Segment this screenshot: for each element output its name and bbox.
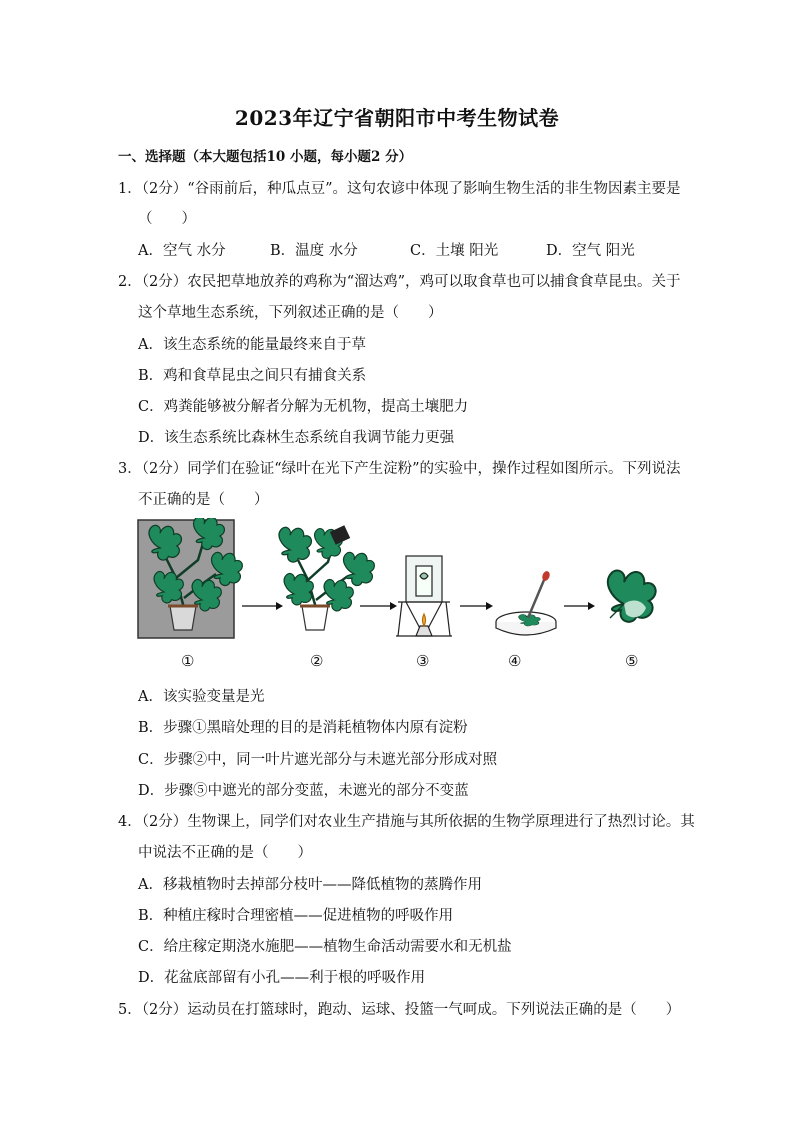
q2-stem-line2: 这个草地生态系统，下列叙述正确的是（ ） bbox=[138, 305, 443, 321]
q1-option-d: D．空气 阳光 bbox=[546, 243, 635, 259]
figure-label-1: ① bbox=[181, 652, 195, 670]
arrow-1 bbox=[242, 602, 283, 610]
q3-option-a: A．该实验变量是光 bbox=[138, 689, 265, 705]
section-heading: 一、选择题（本大题包括10 小题，每小题2 分） bbox=[118, 149, 413, 165]
q4-option-c: C．给庄稼定期浇水施肥——植物生命活动需要水和无机盐 bbox=[138, 939, 512, 955]
q3-stem-line2: 不正确的是（ ） bbox=[138, 492, 269, 508]
step1-dark-plant bbox=[138, 518, 242, 638]
figure-label-5: ⑤ bbox=[625, 652, 639, 670]
q5-stem-line1: 5．（2分）运动员在打篮球时，跑动、运球、投篮一气呵成。下列说法正确的是（ ） bbox=[118, 1002, 681, 1018]
q3-option-c: C．步骤②中，同一叶片遮光部分与未遮光部分形成对照 bbox=[138, 752, 498, 768]
q2-option-a: A．该生态系统的能量最终来自于草 bbox=[138, 337, 366, 353]
q4-stem-line2: 中说法不正确的是（ ） bbox=[138, 845, 312, 861]
q3-stem-line1: 3．（2分）同学们在验证“绿叶在光下产生淀粉”的实验中，操作过程如图所示。下列说法 bbox=[118, 461, 681, 477]
q4-stem-line1: 4．（2分）生物课上，同学们对农业生产措施与其所依据的生物学原理进行了热烈讨论。其 bbox=[118, 814, 695, 830]
q4-option-b: B．种植庄稼时合理密植——促进植物的呼吸作用 bbox=[138, 908, 454, 924]
q3-option-b: B．步骤①黑暗处理的目的是消耗植物体内原有淀粉 bbox=[138, 720, 468, 736]
q1-option-a: A．空气 水分 bbox=[138, 243, 226, 259]
arrow-4 bbox=[564, 602, 595, 610]
step5-result-leaf bbox=[608, 571, 656, 622]
q2-option-b: B．鸡和食草昆虫之间只有捕食关系 bbox=[138, 368, 367, 384]
figure-label-3: ③ bbox=[416, 652, 430, 670]
q1-option-b: B．温度 水分 bbox=[270, 243, 358, 259]
arrow-2 bbox=[360, 602, 397, 610]
q1-stem-line1: 1．（2分）“谷雨前后，种瓜点豆”。这句农谚中体现了影响生物生活的非生物因素主要是 bbox=[118, 181, 681, 197]
q4-option-d: D．花盆底部留有小孔——利于根的呼吸作用 bbox=[138, 970, 426, 986]
page-title: 2023年辽宁省朝阳市中考生物试卷 bbox=[234, 106, 560, 130]
q2-option-c: C．鸡粪能够被分解者分解为无机物，提高土壤肥力 bbox=[138, 399, 469, 415]
q2-stem-line1: 2．（2分）农民把草地放养的鸡称为“溜达鸡”，鸡可以取食草也可以捕食食草昆虫。关于 bbox=[118, 274, 681, 290]
q2-option-d: D．该生态系统比森林生态系统自我调节能力更强 bbox=[138, 430, 455, 446]
figure-label-4: ④ bbox=[508, 652, 522, 670]
q1-options bbox=[138, 239, 635, 260]
figure-label-2: ② bbox=[310, 652, 324, 670]
step2-covered-leaf-plant bbox=[279, 525, 374, 630]
q4-option-a: A．移栽植物时去掉部分枝叶——降低植物的蒸腾作用 bbox=[138, 877, 482, 893]
step3-water-bath bbox=[396, 556, 452, 636]
q1-stem-line2: （ ） bbox=[138, 211, 196, 227]
arrow-3 bbox=[460, 602, 493, 610]
q1-option-c: C．土壤 阳光 bbox=[410, 243, 499, 259]
q3-option-d: D．步骤⑤中遮光的部分变蓝，未遮光的部分不变蓝 bbox=[138, 783, 469, 799]
step4-petri-dish bbox=[496, 570, 556, 635]
